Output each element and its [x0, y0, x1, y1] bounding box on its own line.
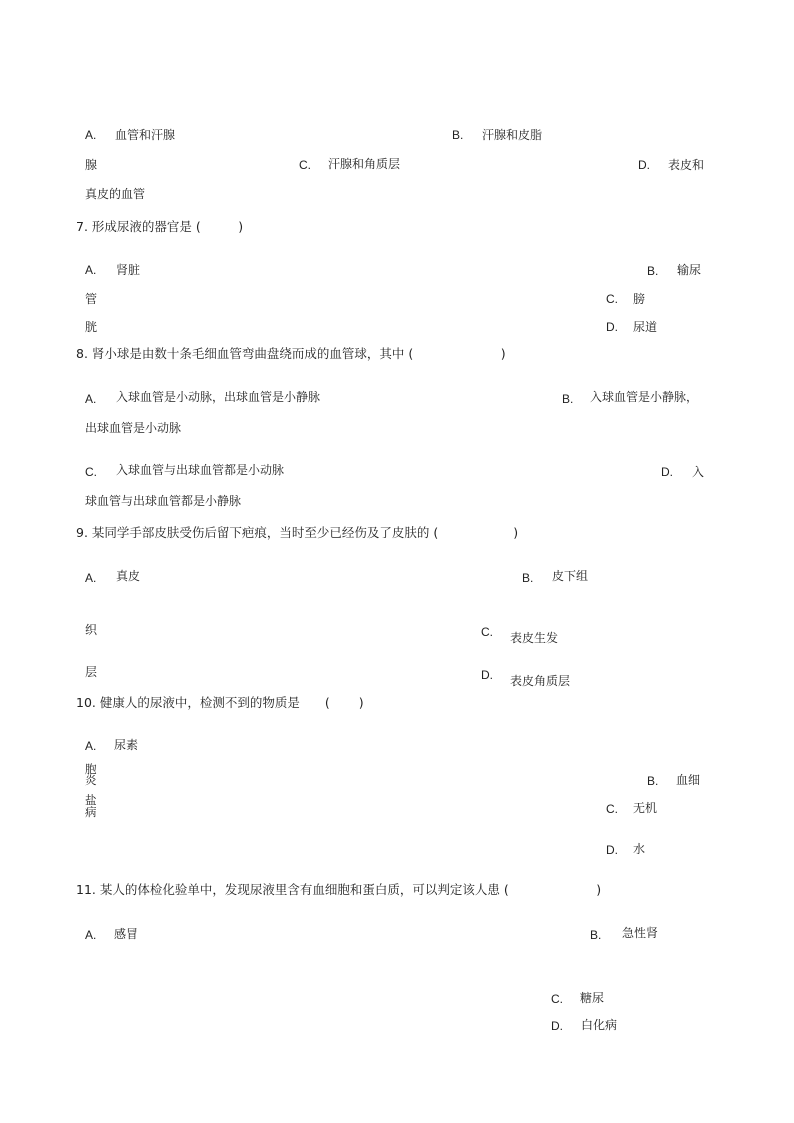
q8-option-c-letter: C.	[85, 465, 97, 479]
q7-option-b-letter: B.	[647, 264, 659, 278]
q7-option-d-letter: D.	[606, 320, 618, 334]
q9-option-b-text: 皮下组	[552, 569, 589, 583]
q10-option-b-text: 血细	[676, 773, 701, 787]
q11-option-c-letter: C.	[551, 992, 563, 1006]
q11-option-c-text: 糖尿	[580, 991, 605, 1005]
q11-option-c-text-cont: 病	[85, 805, 97, 819]
q10-option-d-text: 水	[633, 842, 646, 856]
q9-option-c-text: 表皮生发	[510, 631, 559, 645]
q6-option-b-text: 汗腺和皮脂	[482, 128, 543, 142]
q9-option-b-text-cont: 织	[85, 623, 98, 637]
q8-option-b-text-cont: 出球血管是小动脉	[85, 421, 182, 435]
q10-option-a-letter: A.	[85, 739, 97, 753]
q8-option-d-text-cont: 球血管与出球血管都是小静脉	[85, 494, 242, 508]
q8-option-d-text: 入	[692, 465, 705, 479]
q9-option-c-letter: C.	[481, 625, 493, 639]
q7-stem: 7. 形成尿液的器官是 ( )	[76, 219, 244, 234]
q6-option-d-text-cont: 真皮的血管	[85, 187, 146, 201]
q6-option-d-text: 表皮和	[668, 158, 705, 172]
q8-option-a-letter: A.	[85, 392, 97, 406]
q11-option-b-text: 急性肾	[622, 926, 659, 940]
q10-stem: 10. 健康人的尿液中，检测不到的物质是 ( )	[76, 695, 364, 710]
q11-option-a-text: 感冒	[114, 927, 139, 941]
q6-option-c-text: 汗腺和角质层	[328, 157, 401, 171]
q11-option-a-letter: A.	[85, 928, 97, 942]
q6-option-b-letter: B.	[452, 128, 464, 142]
q9-option-d-text: 表皮角质层	[510, 674, 571, 688]
q6-option-c-letter: C.	[299, 158, 311, 172]
q10-option-c-text-cont: 盐	[85, 793, 97, 807]
q6-option-d-letter: D.	[638, 158, 650, 172]
q11-option-d-letter: D.	[551, 1019, 563, 1033]
q8-stem: 8. 肾小球是由数十条毛细血管弯曲盘绕而成的血管球，其中 ( )	[76, 346, 506, 361]
q9-option-c-text-cont: 层	[85, 665, 98, 679]
q7-option-c-letter: C.	[606, 292, 618, 306]
q10-option-c-text: 无机	[633, 801, 658, 815]
q7-option-a-text: 肾脏	[116, 263, 141, 277]
q10-option-b-text-cont: 胞	[85, 762, 97, 776]
q7-option-b-text: 输尿	[677, 263, 702, 277]
q9-option-b-letter: B.	[522, 571, 534, 585]
q11-option-b-letter: B.	[590, 928, 602, 942]
q10-option-d-letter: D.	[606, 843, 618, 857]
q8-option-b-text: 入球血管是小静脉，	[590, 390, 699, 404]
q10-option-c-letter: C.	[606, 802, 618, 816]
q9-option-a-text: 真皮	[116, 569, 141, 583]
q7-option-a-letter: A.	[85, 263, 97, 277]
q7-option-c-text-cont: 胱	[85, 320, 98, 334]
q8-option-a-text: 入球血管是小动脉，出球血管是小静脉	[116, 390, 321, 404]
q10-option-a-text: 尿素	[114, 738, 139, 752]
q8-option-b-letter: B.	[562, 392, 574, 406]
q6-option-b-text-cont: 腺	[85, 158, 98, 172]
q9-stem: 9. 某同学手部皮肤受伤后留下疤痕，当时至少已经伤及了皮肤的 ( )	[76, 525, 519, 540]
q11-stem: 11. 某人的体检化验单中，发现尿液里含有血细胞和蛋白质，可以判定该人患 ( )	[76, 882, 602, 897]
q9-option-d-letter: D.	[481, 668, 493, 682]
q10-option-b-letter: B.	[647, 774, 659, 788]
q7-option-b-text-cont: 管	[85, 292, 98, 306]
q6-option-a-text: 血管和汗腺	[115, 128, 176, 142]
q6-option-a-letter: A.	[85, 128, 97, 142]
q11-option-b-text-cont: 炎	[85, 773, 97, 787]
q8-option-d-letter: D.	[661, 465, 673, 479]
q8-option-c-text: 入球血管与出球血管都是小动脉	[116, 463, 285, 477]
q7-option-c-text: 膀	[633, 292, 646, 306]
q9-option-a-letter: A.	[85, 571, 97, 585]
q11-option-d-text: 白化病	[581, 1018, 618, 1032]
q7-option-d-text: 尿道	[633, 320, 658, 334]
